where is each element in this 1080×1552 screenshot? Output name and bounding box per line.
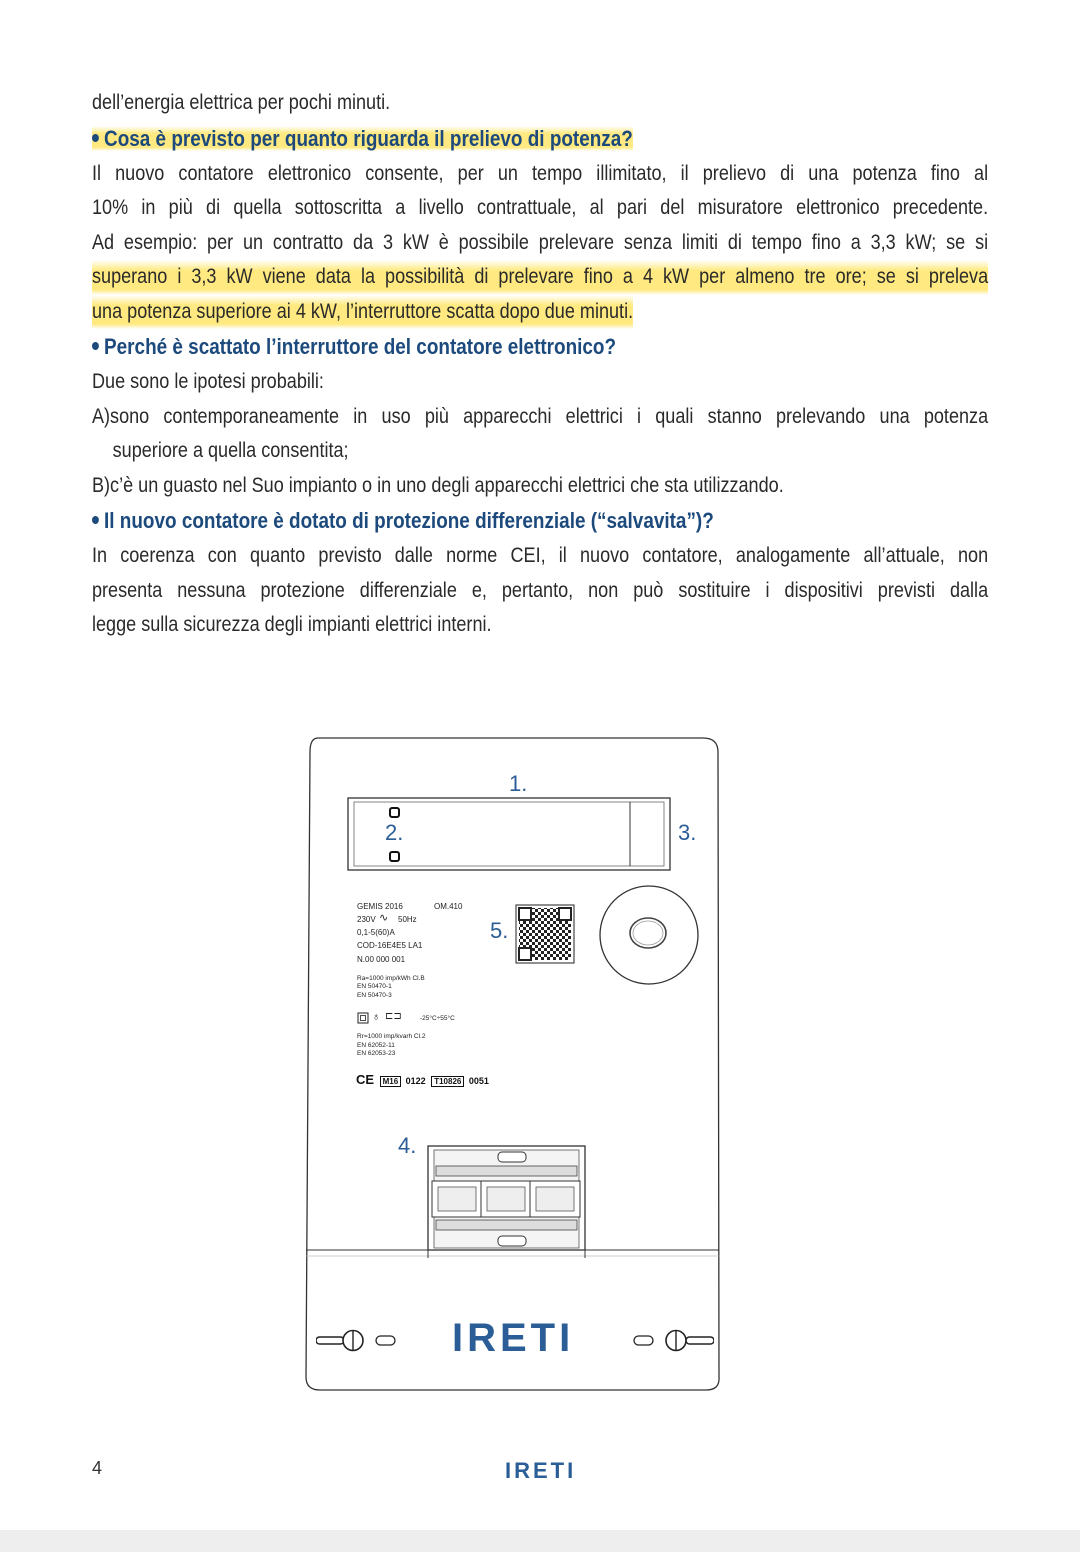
- screw-icon: [632, 1328, 714, 1354]
- callout-3: 3.: [678, 820, 697, 845]
- answer-1: [92, 157, 988, 330]
- thermometer-icon: ♁: [372, 1011, 381, 1023]
- question-3-text: Il nuovo contatore è dotato di protezione differenziale (“salvavita”)?: [104, 508, 714, 533]
- screw-icon: [316, 1328, 398, 1354]
- plate-en3: EN 62052-11: [357, 1042, 395, 1049]
- callout-1: 1.: [509, 771, 528, 796]
- callout-2: 2.: [385, 820, 404, 845]
- plate-cod: COD-16E4E5 LA1: [357, 941, 423, 950]
- plate-code: OM.410: [434, 902, 463, 911]
- answer-1-line-highlighted: una potenza superiore ai 4 kW, l’interruttore scatta dopo due minuti.: [92, 295, 633, 330]
- plate-rr: Rr=1000 imp/kvarh Cl.2: [357, 1033, 426, 1040]
- answer-2-line: Due sono le ipotesi probabili:: [92, 370, 324, 393]
- plate-en2: EN 50470-3: [357, 992, 392, 999]
- bullet-icon: [92, 134, 99, 142]
- answer-1-line: Il nuovo contatore elettronico consente, per un tempo illimitato, il prelievo di una potenza fino al: [92, 161, 989, 185]
- answer-1-line-highlighted: superano i 3,3 kW viene data la possibilità di prelevare fino a 4 kW per almeno tre ore; se si preleva: [92, 260, 988, 295]
- ce-marking: [356, 1072, 489, 1087]
- question-1: [92, 121, 988, 157]
- plate-freq: 50Hz: [398, 915, 417, 924]
- callout-5: 5.: [490, 918, 509, 943]
- bullet-icon: [92, 342, 99, 350]
- meter-brand-logo: IRETI: [452, 1316, 575, 1360]
- plate-serial: N.00 000 001: [357, 955, 406, 964]
- footer-brand-logo: IRETI: [505, 1458, 577, 1483]
- page-number: 4: [92, 1458, 103, 1478]
- answer-1-line: Ad esempio: per un contratto da 3 kW è possibile prelevare senza limiti di tempo fino a 3,3 kW; se si: [92, 230, 989, 254]
- answer-2-line: A)sono contemporaneamente in uso più apparecchi elettrici i quali stanno prelevando una potenza: [92, 404, 989, 428]
- plate-voltage: 230V: [357, 915, 376, 924]
- plate-current: 0,1-5(60)A: [357, 928, 395, 937]
- answer-3: [92, 539, 988, 643]
- answer-3-line: In coerenza con quanto previsto dalle norme CEI, il nuovo contatore, analogamente all’attuale, non: [92, 544, 989, 567]
- plate-en1: EN 50470-1: [357, 983, 392, 990]
- question-3: [92, 503, 988, 539]
- meter-drawing: [298, 732, 730, 1396]
- plate-en4: EN 62053-23: [357, 1050, 396, 1057]
- intro-line: dell’energia elettrica per pochi minuti.: [92, 91, 391, 114]
- answer-2-line: B)c’è un guasto nel Suo impianto o in uno degli apparecchi elettrici che sta utilizzando.: [92, 473, 784, 497]
- answer-2: [92, 365, 988, 503]
- m16-mark: M16: [380, 1076, 402, 1087]
- bullet-icon: [92, 516, 99, 524]
- answer-3-line: presenta nessuna protezione differenziale e, pertanto, non può sostituire i dispositivi previsti dalla: [92, 578, 989, 602]
- answer-3-line: legge sulla sicurezza degli impianti elettrici interni.: [92, 613, 492, 636]
- page-body: [92, 86, 988, 643]
- answer-1-line: 10% in più di quella sottoscritta a livello contrattuale, al pari del misuratore elettronico precedente.: [92, 196, 989, 219]
- cert-mark: T10826: [431, 1076, 464, 1087]
- plate-ra: Ra=1000 imp/kWh Cl.B: [357, 975, 425, 982]
- footer-bar: [0, 1530, 1080, 1552]
- cert-number-1: 0122: [405, 1076, 426, 1086]
- callout-4: 4.: [398, 1133, 417, 1158]
- question-2: [92, 329, 988, 365]
- connector-icon: ⊏⊐: [385, 1011, 402, 1022]
- cert-number-2: 0051: [468, 1076, 489, 1086]
- meter-illustration: [298, 732, 730, 1396]
- answer-2-line: superiore a quella consentita;: [112, 439, 349, 462]
- ac-wave-icon: ∿: [379, 912, 389, 924]
- question-2-text: Perché è scattato l’interruttore del contatore elettronico?: [104, 334, 617, 359]
- question-1-text: Cosa è previsto per quanto riguarda il prelievo di potenza?: [104, 125, 633, 151]
- plate-temp: -25°C÷55°C: [420, 1015, 455, 1022]
- ce-mark-icon: CE: [356, 1072, 375, 1087]
- plate-model: GEMIS 2016: [357, 902, 403, 911]
